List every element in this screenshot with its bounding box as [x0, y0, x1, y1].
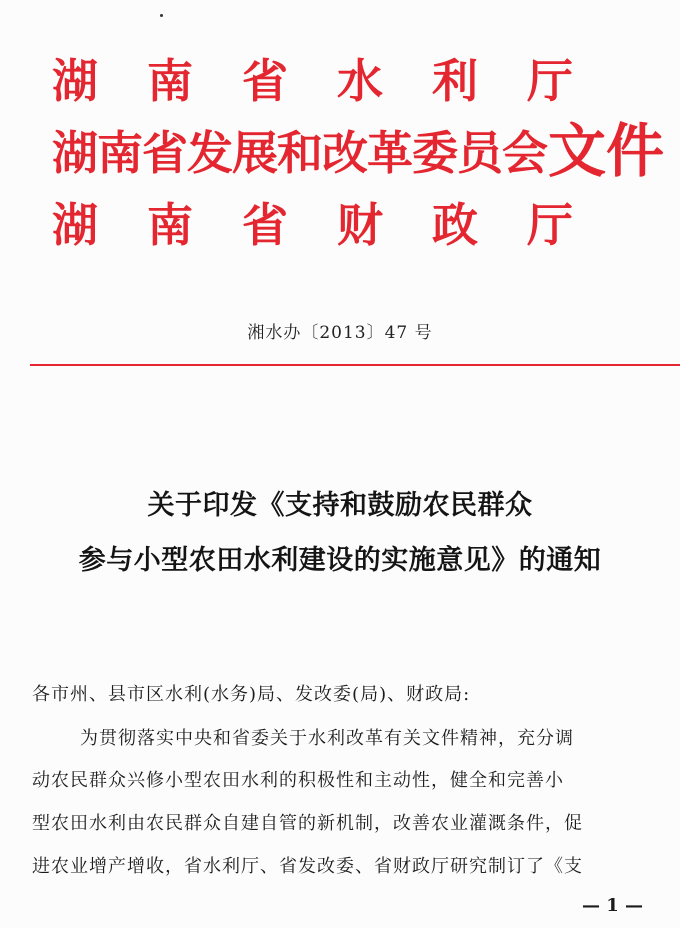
agency-name-finance: 湖南省财政厅 — [52, 198, 622, 252]
page-number: — 1 — — [582, 895, 644, 916]
scan-speck — [160, 14, 163, 17]
red-divider-line — [30, 364, 680, 366]
document-title-line-2: 参与小型农田水利建设的实施意见》的通知 — [78, 545, 602, 576]
document-title-line-1: 关于印发《支持和鼓励农民群众 — [147, 490, 533, 521]
document-number: 湘水办〔2013〕47 号 — [247, 323, 433, 343]
document-type-label: 文件 — [548, 117, 665, 185]
body-paragraph-line: 为贯彻落实中央和省委关于水利改革有关文件精神，充分调 — [80, 728, 574, 749]
body-paragraph-line: 型农田水利由农民群众自建自管的新机制，改善农业灌溉条件，促 — [32, 813, 583, 834]
agency-name-development-reform: 湖南省发展和改革委员会 — [52, 126, 547, 180]
agency-name-water-resources: 湖南省水利厅 — [52, 54, 622, 108]
body-paragraph-line: 动农民群众兴修小型农田水利的积极性和主动性，健全和完善小 — [32, 770, 564, 791]
addressee: 各市州、县市区水利(水务)局、发改委(局)、财政局: — [32, 684, 471, 705]
body-paragraph-line: 进农业增产增收，省水利厅、省发改委、省财政厅研究制订了《支 — [32, 856, 583, 877]
